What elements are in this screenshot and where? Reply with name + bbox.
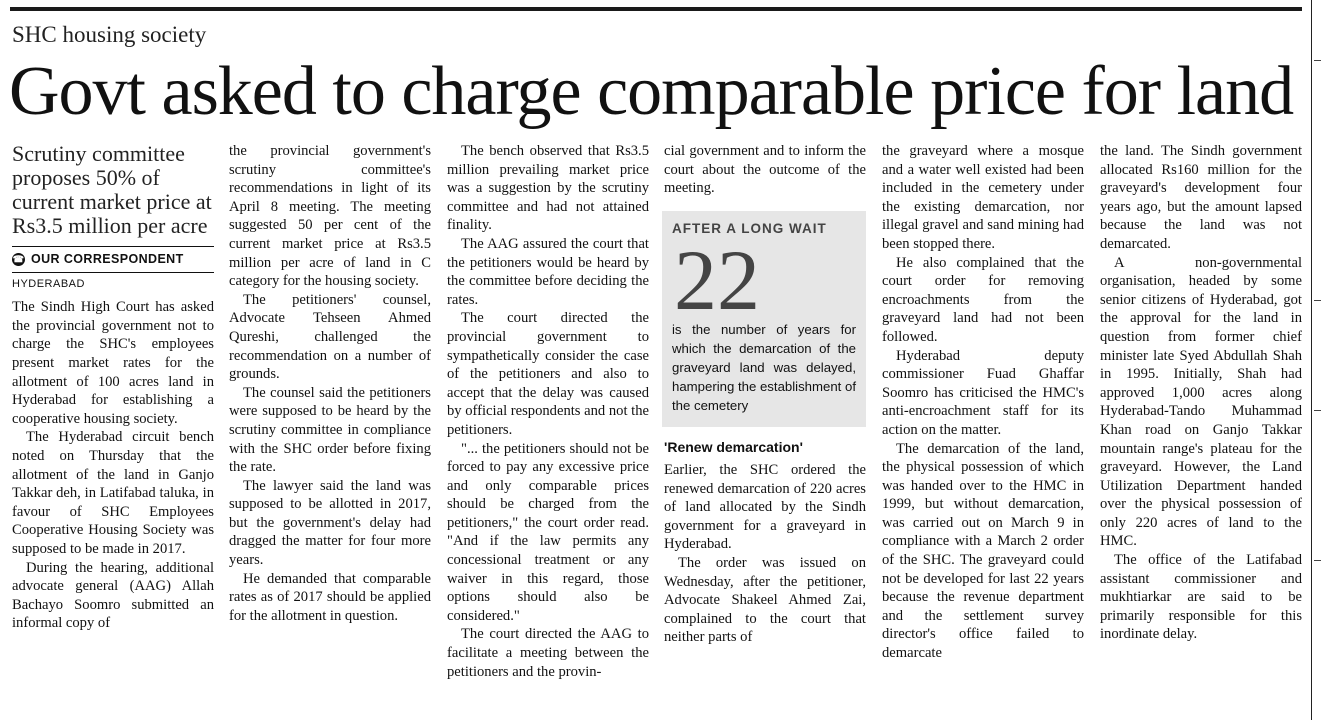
paragraph: He demanded that comparable rates as of 2017 should be applied for the allotment in question.	[229, 570, 431, 624]
column-4	[664, 142, 866, 647]
paragraph: The office of the Latifabad assistant commissioner and mukhtiarkar are said to be primarily responsible for this inordinate delay.	[1100, 552, 1302, 643]
edge-tick	[1314, 60, 1321, 61]
paragraph: The lawyer said the land was supposed to be allotted in 2017, but the government's delay had dragged the matter for four more years.	[229, 477, 431, 569]
paragraph: Hyderabad deputy commissioner Fuad Ghaffar Soomro has criticised the HMC's anti-encroachment staff for its action on the matter.	[882, 347, 1084, 438]
paragraph: The Sindh High Court has asked the provincial government not to charge the SHC's employees present market rates for the allotment of 100 acres land in Hyderabad for establishing a cooperative housing society.	[12, 299, 214, 427]
edge-tick	[1314, 410, 1321, 411]
paragraph: The petitioners' counsel, Advocate Tehseen Ahmed Qureshi, challenged the recommendation on a number of grounds.	[229, 291, 431, 383]
subhead: 'Renew demarcation'	[664, 439, 803, 456]
paragraph: Earlier, the SHC ordered the renewed demarcation of 220 acres of land allocated by the Sindh government for a graveyard in Hyderabad.	[664, 461, 866, 553]
paragraph: During the hearing, additional advocate general (AAG) Allah Bachayo Soomro submitted an informal copy of	[12, 559, 214, 632]
column-5	[882, 142, 1084, 663]
paragraph: The bench observed that Rs3.5 million prevailing market price was a suggestion by the scrutiny committee and had not attained finality.	[447, 143, 649, 234]
paragraph: the provincial government's scrutiny committee's recommendations in light of its April 8 meeting. The meeting suggested 50 per cent of the current market price at Rs3.5 million per acre of land in C category for the housing society.	[229, 143, 431, 290]
paragraph: The counsel said the petitioners were supposed to be heard by the scrutiny committee in compliance with the SHC order before fixing the rate.	[229, 384, 431, 476]
column-3	[447, 142, 649, 681]
page-edge-rule	[1311, 0, 1312, 720]
paragraph: The court directed the provincial government to sympathetically consider the case of the petitioners and also to accept that the delay was caused by official respondents and not the petitioners.	[447, 310, 649, 438]
paragraph: He also complained that the court order for removing encroachments from the graveyard land had not been followed.	[882, 254, 1084, 345]
kicker: SHC housing society	[12, 22, 207, 47]
dateline: HYDERABAD	[12, 272, 214, 294]
column-6	[1100, 142, 1302, 644]
paragraph: The AAG assured the court that the petitioners would be heard by the committee before deciding the rates.	[447, 235, 649, 308]
paragraph: the land. The Sindh government allocated Rs160 million for the graveyard's development four years ago, but the amount lapsed because the land was not demarcated.	[1100, 143, 1302, 252]
fact-box-text: is the number of years for which the demarcation of the graveyard land was delayed, hampering the establishment of the cemetery	[672, 322, 857, 414]
edge-tick	[1314, 560, 1321, 561]
column-2	[229, 142, 431, 625]
fact-box-number: 22	[674, 232, 760, 329]
paragraph: The demarcation of the land, the physical possession of which was handed over to the HMC in 1999, but without demarcation, was carried out on March 9 in compliance with a March 2 order of the SHC. The graveyard could not be developed for last 22 years because the revenue department and the settlement survey director's office failed to demarcate	[882, 440, 1084, 662]
correspondent-icon: ☎	[12, 253, 25, 264]
fact-box-label: AFTER A LONG WAIT	[672, 220, 827, 236]
deck: Scrutiny committee proposes 50% of current market price at Rs3.5 million per acre	[12, 141, 212, 238]
paragraph: cial government and to inform the court about the outcome of the meeting.	[664, 143, 866, 197]
paragraph: A non-governmental organisation, headed by some senior citizens of Hyderabad, got the approval for the land in question from former chief minister late Syed Abdullah Shah in 1995. Initially, Shah had approved 1,000 acres along Hyderabad-Tando Muhammad Khan road on Ganjo Takkar mountain range's plateau for the graveyard. However, the Land Utilization Department handed over the physical possession of only 220 acres of land to the HMC.	[1100, 254, 1302, 550]
byline-text: OUR CORRESPONDENT	[31, 252, 184, 266]
column-1	[12, 142, 214, 633]
headline: Govt asked to charge comparable price for land	[9, 53, 1294, 130]
paragraph: "... the petitioners should not be forced to pay any excessive price and only comparable prices should be charged from the petitioners," the court order read. "And if the law permits any concessional treatment or any waiver in this regard, those options should also be considered."	[447, 440, 649, 624]
top-rule	[10, 7, 1302, 11]
paragraph: the graveyard where a mosque and a water well existed had been included in the cemetery under the existing demarcation, nor illegal gravel and sand mining had been stopped there.	[882, 143, 1084, 252]
paragraph: The court directed the AAG to facilitate a meeting between the petitioners and the provin-	[447, 626, 649, 680]
byline	[12, 246, 214, 269]
paragraph: The order was issued on Wednesday, after the petitioner, Advocate Shakeel Ahmed Zai, complained to the court that neither parts of	[664, 554, 866, 646]
edge-tick	[1314, 300, 1321, 301]
paragraph: The Hyderabad circuit bench noted on Thursday that the allotment of the land in Ganjo Takkar deh, in Latifabad taluka, in favour of SHC Employees Cooperative Housing Society was supposed to be made in 2017.	[12, 429, 214, 557]
fact-box	[662, 211, 866, 428]
